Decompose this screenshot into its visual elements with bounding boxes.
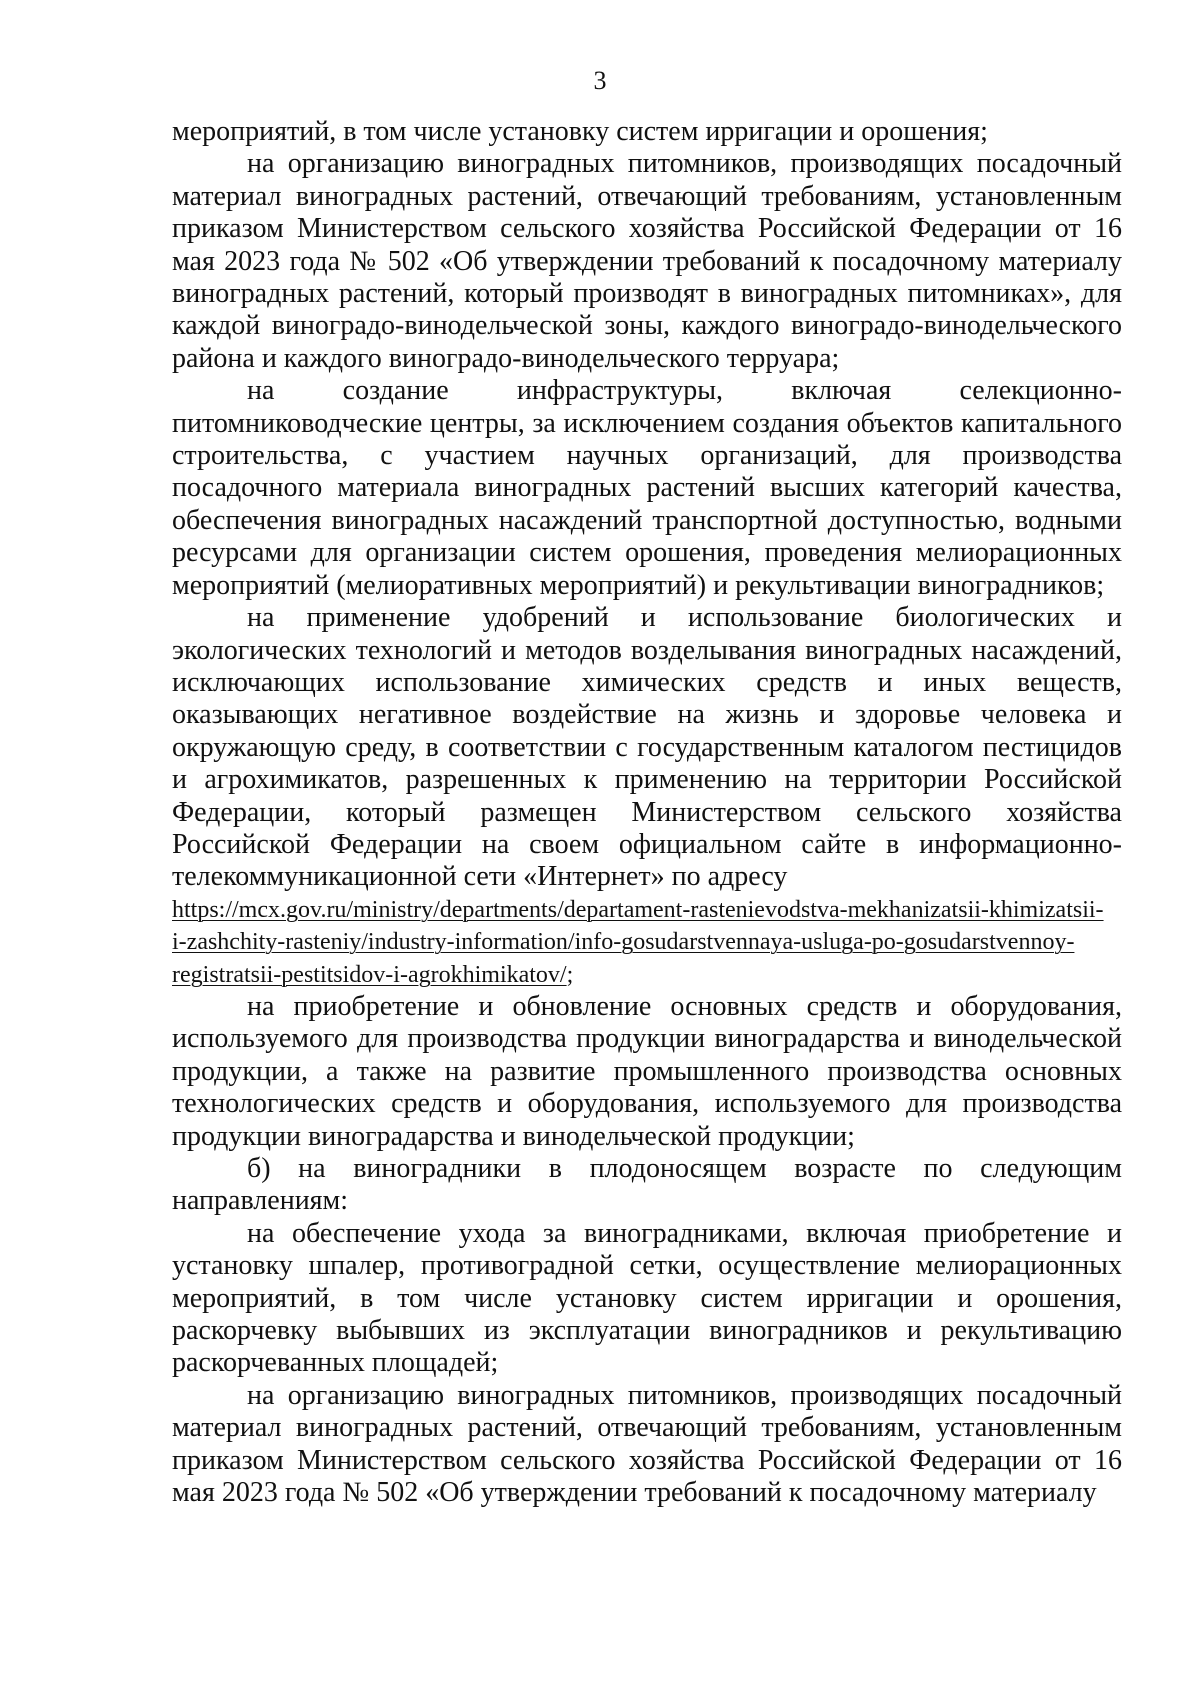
paragraph-care: на обеспечение ухода за виноградниками, включая приобретение и установку шпалер, противоградной сетки, осуществление мелиорационных мероприятий, в том числе установку систем ирригации и орошения, раскорчевку выбывших из эксплуатации виноградников и рекультивацию раскорчеванных площадей;: [172, 1217, 1122, 1379]
document-body: [172, 116, 1122, 1509]
paragraph-nurseries: на организацию виноградных питомников, производящих посадочный материал виноградных растений, отвечающий требованиям, установленным приказом Министерством сельского хозяйства Российской Федерации от 16 мая 2023 года № 502 «Об утверждении требований к посадочному материалу виноградных растений, который производят в виноградных питомниках», для каждой виноградо-винодельческой зоны, каждого виноградо-винодельческого района и каждого виноградо-винодельческого терруара;: [172, 148, 1122, 374]
catalog-url[interactable]: [172, 894, 1122, 991]
paragraph-infrastructure: на создание инфраструктуры, включая селекционно-питомниководческие центры, за исключением создания объектов капитального строительства, с участием научных организаций, для производства посадочного материала виноградных растений высших категорий качества, обеспечения виноградных насаждений транспортной доступностью, водными ресурсами для организации систем орошения, проведения мелиорационных мероприятий (мелиоративных мероприятий) и рекультивации виноградников;: [172, 375, 1122, 601]
paragraph-fertilizers: на применение удобрений и использование биологических и экологических технологий и методов возделывания виноградных насаждений, исключающих использование химических средств и иных веществ, оказывающих негативное воздействие на жизнь и здоровье человека и окружающую среду, в соответствии с государственным каталогом пестицидов и агрохимикатов, разрешенных к применению на территории Российской Федерации, который размещен Министерством сельского хозяйства Российской Федерации на своем официальном сайте в информационно-телекоммуникационной сети «Интернет» по адресу: [172, 602, 1122, 893]
url-trailing-punct: ;: [566, 961, 574, 988]
page-number: 3: [593, 66, 607, 95]
paragraph-nurseries-2: на организацию виноградных питомников, производящих посадочный материал виноградных растений, отвечающий требованиям, установленным приказом Министерством сельского хозяйства Российской Федерации от 16 мая 2023 года № 502 «Об утверждении требований к посадочному материалу: [172, 1379, 1122, 1509]
paragraph-equipment: на приобретение и обновление основных средств и оборудования, используемого для производства продукции виноградарства и винодельческой продукции, а также на развитие промышленного производства основных технологических средств и оборудования, используемого для производства продукции виноградарства и винодельческой продукции;: [172, 990, 1122, 1152]
paragraph-continuation: мероприятий, в том числе установку систем ирригации и орошения;: [172, 116, 988, 147]
paragraph-fruiting-vineyards: б) на виноградники в плодоносящем возрасте по следующим направлениям:: [172, 1153, 1122, 1217]
url-line-2[interactable]: i-zashchity-rasteniy/industry-information/info-gosudarstvennaya-usluga-po-gosudarstvennoy-: [172, 929, 1075, 956]
url-line-1[interactable]: https://mcx.gov.ru/ministry/departments/departament-rastenievodstva-mekhanizatsii-khimizatsii-: [172, 896, 1104, 923]
url-line-3[interactable]: registratsii-pestitsidov-i-agrokhimikatov/: [172, 961, 567, 988]
